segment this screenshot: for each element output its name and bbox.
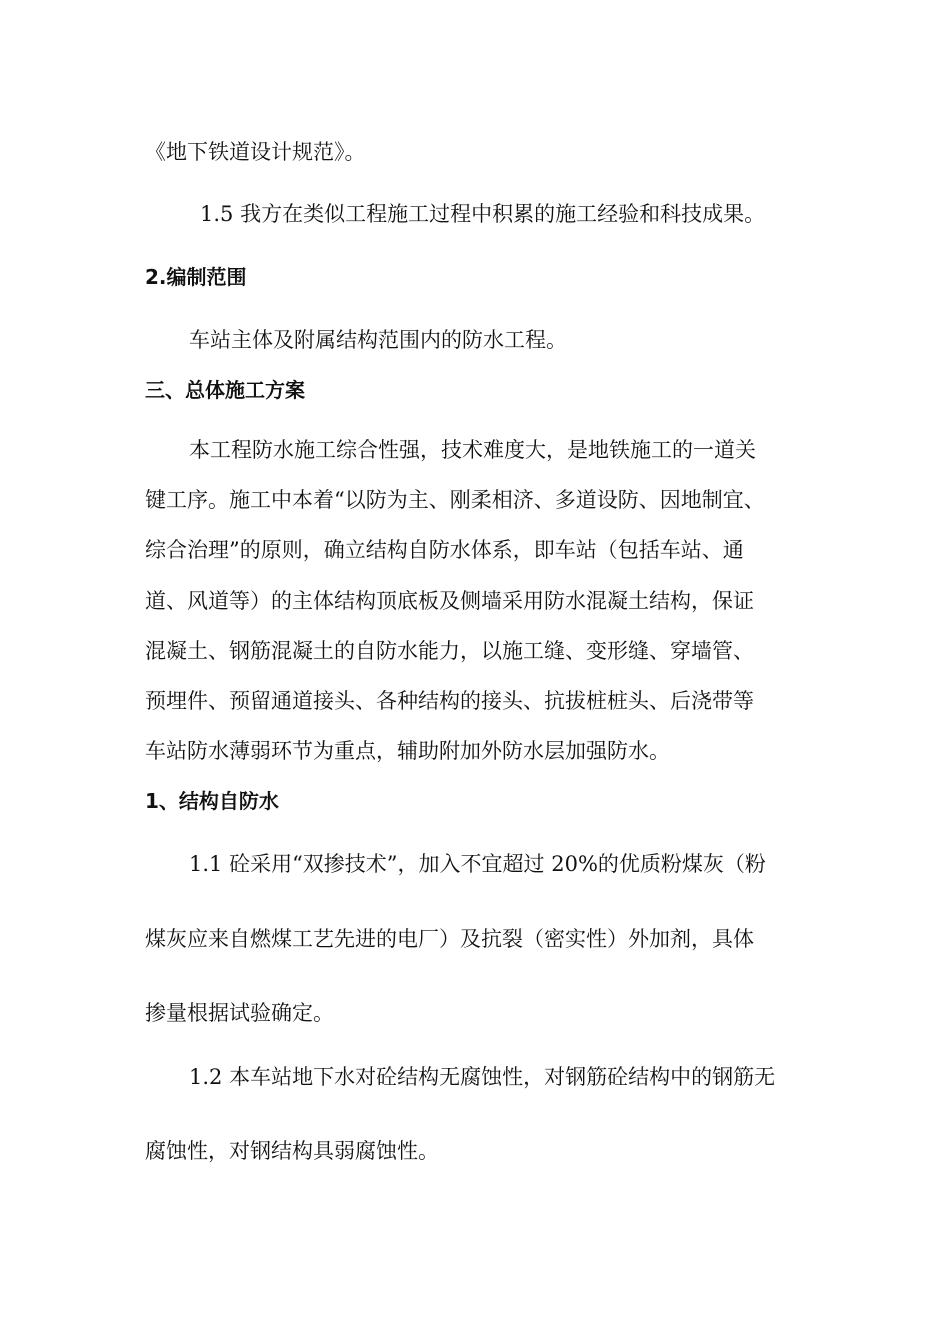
text-line: 1.2 本车站地下水对砼结构无腐蚀性，对钢筋砼结构中的钢筋无	[189, 1065, 776, 1089]
section-heading: 1、结构自防水	[145, 789, 279, 813]
text-line: 《地下铁道设计规范》。	[145, 140, 366, 164]
text-line: 车站防水薄弱环节为重点，辅助附加外防水层加强防水。	[145, 739, 670, 763]
section-heading: 三、总体施工方案	[145, 378, 305, 402]
text-line: 混凝土、钢筋混凝土的自防水能力，以施工缝、变形缝、穿墙管、	[145, 639, 754, 663]
text-line: 掺量根据试验确定。	[145, 1001, 334, 1025]
text-line: 道、风道等）的主体结构顶底板及侧墙采用防水混凝土结构，保证	[145, 589, 754, 613]
text-line: 综合治理”的原则，确立结构自防水体系，即车站（包括车站、通	[145, 538, 744, 562]
text-line: 车站主体及附属结构范围内的防水工程。	[189, 328, 567, 352]
text-line: 1.1 砼采用“双掺技术”，加入不宜超过 20%的优质粉煤灰（粉	[189, 852, 766, 876]
text-line: 煤灰应来自燃煤工艺先进的电厂）及抗裂（密实性）外加剂，具体	[145, 927, 754, 951]
text-line: 本工程防水施工综合性强，技术难度大，是地铁施工的一道关	[189, 438, 756, 462]
text-line: 键工序。施工中本着“以防为主、刚柔相济、多道设防、因地制宜、	[145, 488, 765, 512]
text-line: 1.5 我方在类似工程施工过程中积累的施工经验和科技成果。	[200, 202, 766, 226]
text-line: 腐蚀性，对钢结构具弱腐蚀性。	[145, 1139, 439, 1163]
section-heading: 2.编制范围	[145, 265, 247, 289]
text-line: 预埋件、预留通道接头、各种结构的接头、抗拔桩桩头、后浇带等	[145, 689, 754, 713]
